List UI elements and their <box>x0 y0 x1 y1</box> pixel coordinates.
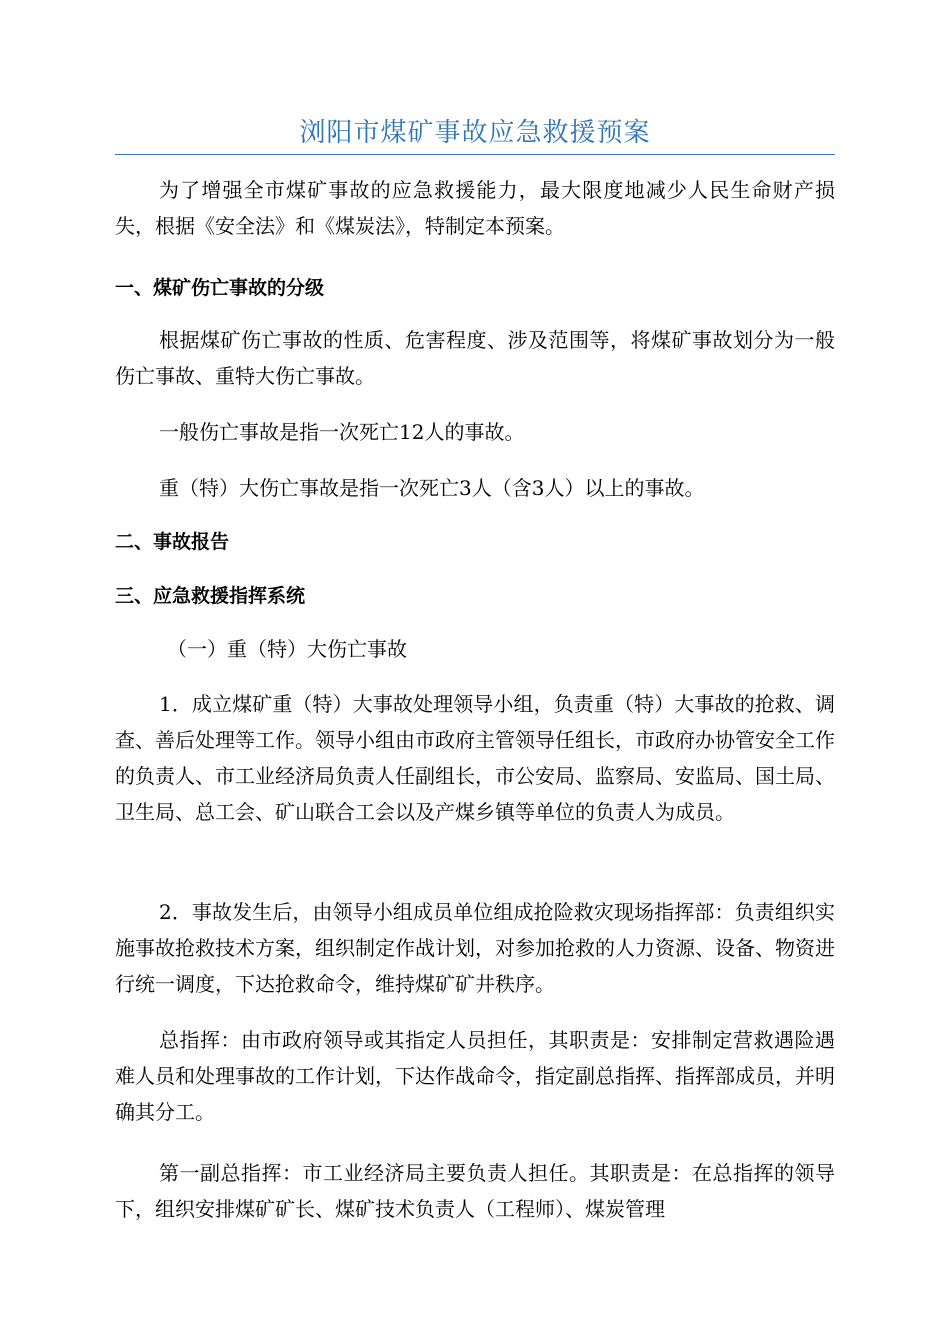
list-item-1: 1．成立煤矿重（特）大事故处理领导小组，负责重（特）大事故的抢救、调查、善后处理等工作。领导小组由市政府主管领导任组长，市政府办协管安全工作的负责人、市工业经济局负责人任副组长，市公安局、监察局、安监局、国土局、卫生局、总工会、矿山联合工会以及产煤乡镇等单位的负责人为成员。 <box>115 692 835 824</box>
section-heading-1: 一、煤矿伤亡事故的分级 <box>115 277 325 299</box>
subsection-heading-1: （一）重（特）大伤亡事故 <box>167 637 407 661</box>
list-item-2: 2．事故发生后，由领导小组成员单位组成抢险救灾现场指挥部：负责组织实施事故抢救技术方案，组织制定作战计划，对参加抢救的人力资源、设备、物资进行统一调度，下达抢救命令，维持煤矿矿井秩序。 <box>115 900 835 996</box>
classification-paragraph: 根据煤矿伤亡事故的性质、危害程度、涉及范围等，将煤矿事故划分为一般伤亡事故、重特大伤亡事故。 <box>115 328 835 388</box>
section-heading-3: 三、应急救援指挥系统 <box>115 585 306 607</box>
major-accident-paragraph: 重（特）大伤亡事故是指一次死亡3人（含3人）以上的事故。 <box>159 476 705 500</box>
chief-commander-paragraph: 总指挥：由市政府领导或其指定人员担任，其职责是：安排制定营救遇险遇难人员和处理事故的工作计划，下达作战命令，指定副总指挥、指挥部成员，并明确其分工。 <box>115 1028 835 1124</box>
general-accident-paragraph: 一般伤亡事故是指一次死亡12人的事故。 <box>159 420 525 444</box>
document-title: 浏阳市煤矿事故应急救援预案 <box>299 118 651 148</box>
section-heading-2: 二、事故报告 <box>115 531 230 553</box>
intro-paragraph: 为了增强全市煤矿事故的应急救援能力，最大限度地减少人民生命财产损失，根据《安全法》和《煤炭法》，特制定本预案。 <box>115 178 835 238</box>
title-underline <box>115 154 835 155</box>
deputy-commander-paragraph: 第一副总指挥：市工业经济局主要负责人担任。其职责是：在总指挥的领导下，组织安排煤矿矿长、煤矿技术负责人（工程师）、煤炭管理 <box>115 1161 835 1221</box>
